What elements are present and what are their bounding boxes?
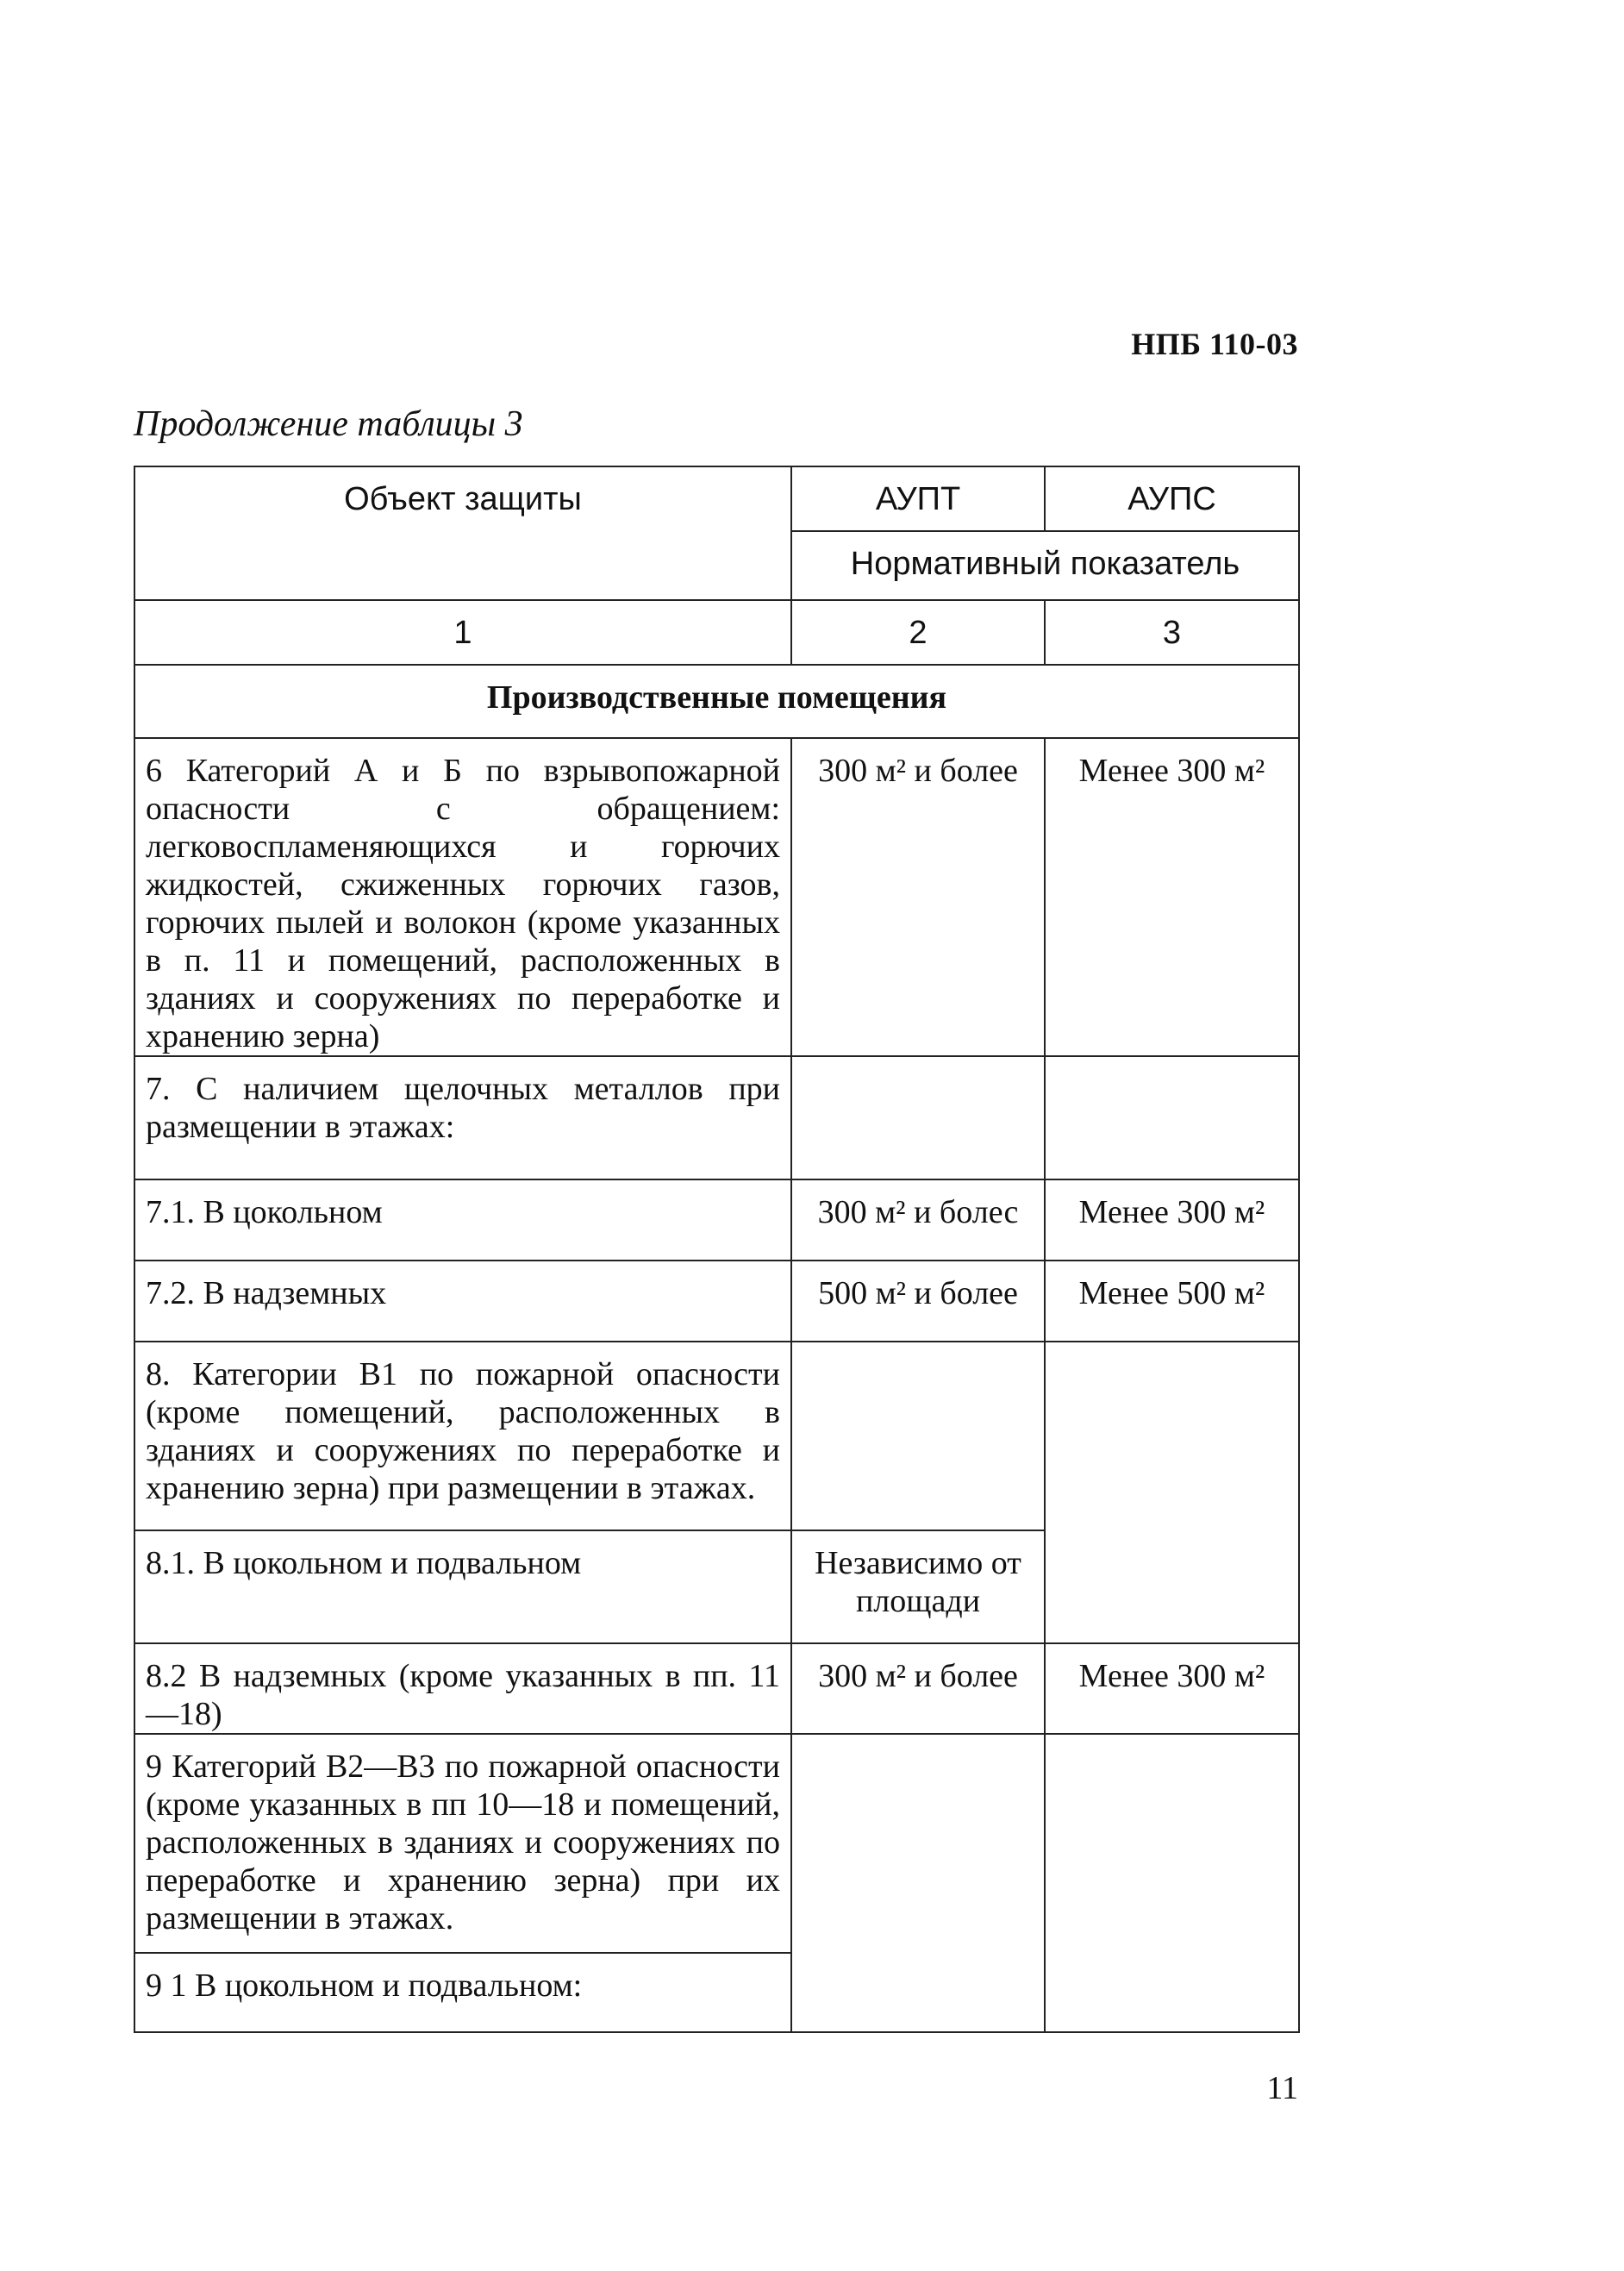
- aups-cell: [1045, 1734, 1299, 2032]
- object-cell: 9 Категорий В2—В3 по пожарной опасности (кроме указанных в пп 10—18 и помещений, расположенных в зданиях и сооружениях по переработке и хранению зерна) при их размещении в этажах.: [134, 1734, 791, 1953]
- aupt-cell: [791, 1056, 1045, 1179]
- norms-table: [134, 466, 1300, 2033]
- aupt-cell: 300 м² и болес: [791, 1179, 1045, 1261]
- document-code: НПБ 110-03: [1131, 327, 1298, 361]
- aups-cell: Менее 500 м²: [1045, 1261, 1299, 1342]
- object-cell: 8.1. В цокольном и подвальном: [134, 1530, 791, 1643]
- table-row: [134, 1734, 1299, 1953]
- section-heading: Производственные помещения: [134, 665, 1299, 738]
- aups-cell: Менее 300 м²: [1045, 1179, 1299, 1261]
- column-number-2: 2: [791, 600, 1045, 665]
- column-header-normative: Нормативный показатель: [791, 531, 1299, 600]
- column-header-aups: АУПС: [1045, 466, 1299, 531]
- table-row: [134, 1056, 1299, 1179]
- aups-cell: Менее 300 м²: [1045, 738, 1299, 1056]
- object-cell: 7. С наличием щелочных металлов при размещении в этажах:: [134, 1056, 791, 1179]
- table-continuation-title: Продолжение таблицы 3: [134, 404, 523, 444]
- table-row: [134, 738, 1299, 1056]
- aups-cell: [1045, 1056, 1299, 1179]
- table-row: [134, 1261, 1299, 1342]
- aups-cell: [1045, 1342, 1299, 1643]
- column-number-3: 3: [1045, 600, 1299, 665]
- object-cell: 9 1 В цокольном и подвальном:: [134, 1953, 791, 2032]
- aupt-cell: 300 м² и более: [791, 1643, 1045, 1734]
- aups-cell: Менее 300 м²: [1045, 1643, 1299, 1734]
- page-number: 11: [1266, 2070, 1298, 2106]
- object-cell: 7.2. В надземных: [134, 1261, 791, 1342]
- aupt-cell: [791, 1342, 1045, 1530]
- column-header-object: Объект защиты: [134, 466, 791, 600]
- object-cell: 7.1. В цокольном: [134, 1179, 791, 1261]
- object-cell: 8.2 В надземных (кроме указанных в пп. 11—18): [134, 1643, 791, 1734]
- aupt-cell: Независимо от площади: [791, 1530, 1045, 1643]
- aupt-cell: [791, 1734, 1045, 2032]
- table-row: [134, 1342, 1299, 1530]
- column-number-1: 1: [134, 600, 791, 665]
- column-header-aupt: АУПТ: [791, 466, 1045, 531]
- aupt-cell: 500 м² и более: [791, 1261, 1045, 1342]
- table-row: [134, 1643, 1299, 1734]
- aupt-cell: 300 м² и более: [791, 738, 1045, 1056]
- object-cell: 6 Категорий А и Б по взрывопожарной опасности с обращением: легковоспламеняющихся и горючих жидкостей, сжиженных горючих газов, горючих пылей и волокон (кроме указанных в п. 11 и помещений, расположенных в зданиях и сооружениях по переработке и хранению зерна): [134, 738, 791, 1056]
- table-row: [134, 1179, 1299, 1261]
- object-cell: 8. Категории В1 по пожарной опасности (кроме помещений, расположенных в зданиях и сооружениях по переработке и хранению зерна) при размещении в этажах.: [134, 1342, 791, 1530]
